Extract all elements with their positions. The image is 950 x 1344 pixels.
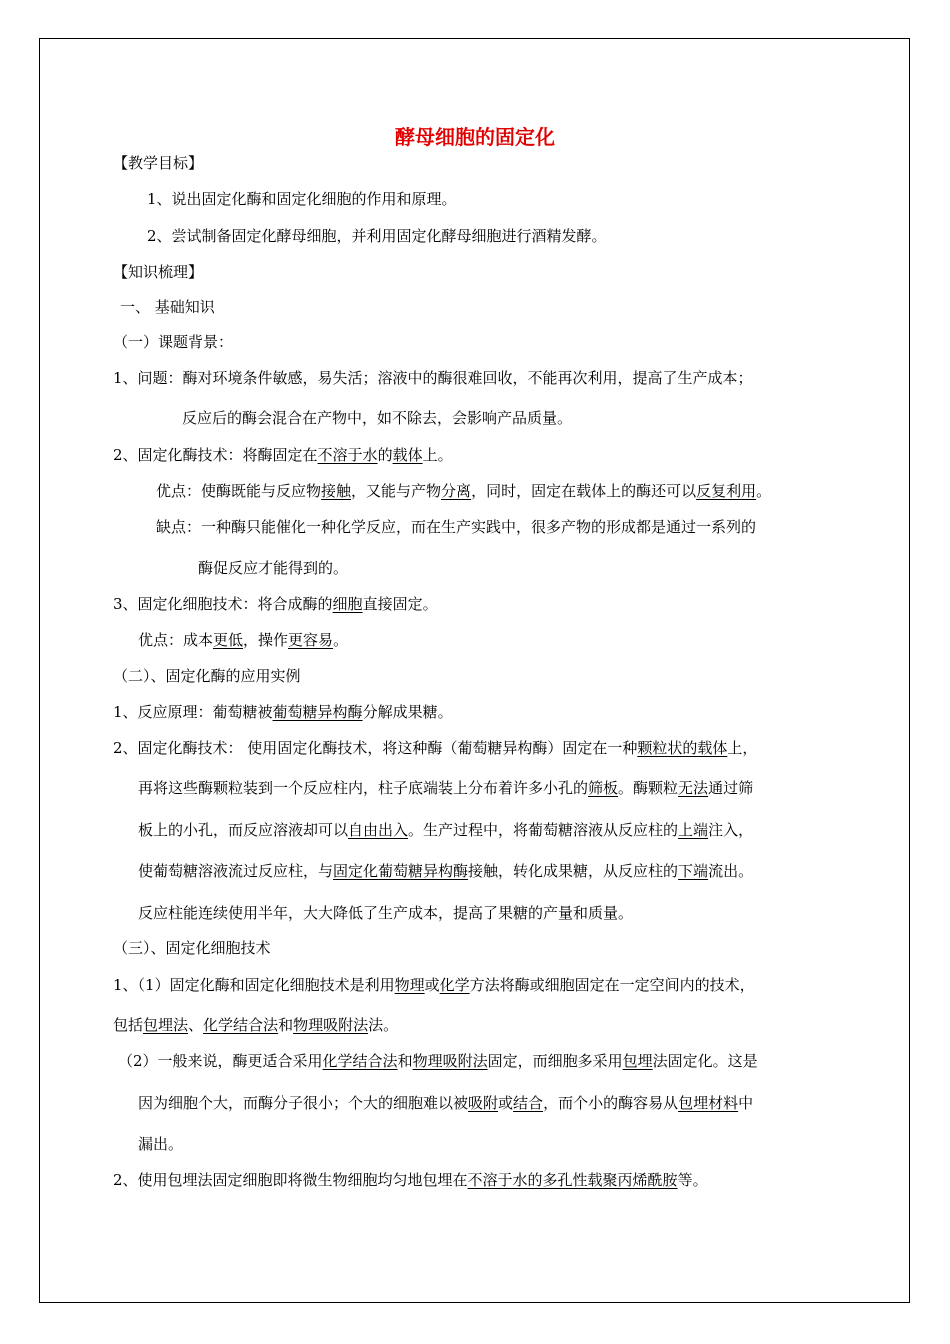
text-span: 板上的小孔，而反应溶液却可以 — [138, 821, 349, 839]
paragraph-line — [118, 1051, 758, 1071]
paragraph-line — [113, 738, 757, 758]
text-span: ，同时，固定在载体上的酶还可以 — [471, 482, 697, 500]
text-span: 2、固定化酶技术： 使用固定化酶技术，将这种酶（葡萄糖异构酶）固定在一种 — [113, 739, 638, 757]
text-span: 的 — [377, 446, 393, 464]
subsection-heading: （二）、固定化酶的应用实例 — [113, 667, 301, 685]
underlined-answer: 无法 — [678, 779, 709, 797]
paragraph-line — [156, 481, 771, 501]
paragraph-line — [113, 1170, 708, 1190]
text-span: 注入， — [708, 821, 754, 839]
objective-item: 1、说出固定化酶和固定化细胞的作用和原理。 — [147, 190, 457, 208]
underlined-answer: 筛板 — [588, 779, 619, 797]
underlined-answer: 包埋 — [622, 1052, 653, 1070]
paragraph-line: 酶促反应才能得到的。 — [198, 559, 349, 577]
underlined-answer: 葡萄糖异构酶 — [272, 703, 363, 721]
underlined-answer: 化学 — [439, 976, 470, 994]
text-span: 法固定化。这是 — [652, 1052, 758, 1070]
text-span: 接触，转化成果糖，从反应柱的 — [468, 862, 679, 880]
text-span: 2、使用包埋法固定细胞即将微生物细胞均匀地包埋在 — [113, 1171, 468, 1189]
text-span: 优点：成本 — [138, 631, 214, 649]
paragraph-line: 漏出。 — [138, 1135, 184, 1153]
text-span: ，又能与产物 — [351, 482, 442, 500]
text-span: 优点：使酶既能与反应物 — [156, 482, 322, 500]
underlined-answer: 细胞 — [332, 595, 363, 613]
underlined-answer: 物理吸附法 — [412, 1052, 488, 1070]
underlined-answer: 载体 — [392, 446, 423, 464]
text-span: 。 — [756, 482, 772, 500]
text-span: 使葡萄糖溶液流过反应柱，与 — [138, 862, 334, 880]
text-span: 包括 — [113, 1016, 144, 1034]
underlined-answer: 下端 — [678, 862, 709, 880]
paragraph-line — [138, 630, 348, 650]
paragraph-line: 缺点：一种酶只能催化一种化学反应，而在生产实践中，很多产物的形成都是通过一系列的 — [156, 518, 757, 536]
text-span: 和 — [278, 1016, 294, 1034]
paragraph-line — [138, 861, 753, 881]
underlined-answer: 包埋材料 — [678, 1094, 739, 1112]
text-span: 1、反应原理：葡萄糖被 — [113, 703, 273, 721]
underlined-answer: 不溶于水的多孔性载聚丙烯酰胺 — [467, 1171, 678, 1189]
paragraph-line: 反应柱能连续使用半年，大大降低了生产成本，提高了果糖的产量和质量。 — [138, 904, 634, 922]
underlined-answer: 反复利用 — [696, 482, 757, 500]
subsection-heading: （一）课题背景： — [113, 333, 234, 351]
text-span: 、 — [188, 1016, 204, 1034]
objective-item: 2、尝试制备固定化酵母细胞，并利用固定化酵母细胞进行酒精发酵。 — [147, 227, 607, 245]
text-span: 分解成果糖。 — [362, 703, 453, 721]
text-span: 法。 — [368, 1016, 399, 1034]
text-span: 和 — [397, 1052, 413, 1070]
text-span: 或 — [424, 976, 440, 994]
text-span: 等。 — [677, 1171, 708, 1189]
text-span: 。生产过程中，将葡萄糖溶液从反应柱的 — [408, 821, 679, 839]
underlined-answer: 包埋法 — [143, 1016, 189, 1034]
paragraph-line — [113, 1015, 398, 1035]
page-title: 酵母细胞的固定化 — [395, 125, 555, 149]
underlined-answer: 分离 — [441, 482, 472, 500]
text-span: 因为细胞个大，而酶分子很小；个大的细胞难以被 — [138, 1094, 469, 1112]
text-span: ，而个小的酶容易从 — [543, 1094, 679, 1112]
paragraph-line — [113, 594, 438, 614]
paragraph-line — [138, 778, 753, 798]
underlined-answer: 固定化葡萄糖异构酶 — [333, 862, 469, 880]
knowledge-heading: 【知识梳理】 — [113, 263, 204, 281]
underlined-answer: 不溶于水 — [317, 446, 378, 464]
section-heading: 一、 基础知识 — [120, 298, 215, 316]
text-span: （2）一般来说，酶更适合采用 — [118, 1052, 323, 1070]
underlined-answer: 接触 — [321, 482, 352, 500]
text-span: 2、固定化酶技术：将酶固定在 — [113, 446, 318, 464]
text-span: 1、（1）固定化酶和固定化细胞技术是利用 — [113, 976, 395, 994]
text-span: 方法将酶或细胞固定在一定空间内的技术， — [469, 976, 755, 994]
underlined-answer: 更低 — [213, 631, 244, 649]
text-span: 通过筛 — [708, 779, 754, 797]
underlined-answer: 物理吸附法 — [293, 1016, 369, 1034]
underlined-answer: 颗粒状的载体 — [637, 739, 728, 757]
underlined-answer: 更容易 — [288, 631, 334, 649]
paragraph-line — [138, 820, 753, 840]
paragraph-line: 1、问题：酶对环境条件敏感，易失活；溶液中的酶很难回收，不能再次利用，提高了生产成本； — [113, 369, 753, 387]
paragraph-line — [113, 445, 453, 465]
subsection-heading: （三）、固定化细胞技术 — [113, 939, 271, 957]
underlined-answer: 化学结合法 — [322, 1052, 398, 1070]
paragraph-line — [138, 1093, 753, 1113]
text-span: 中 — [738, 1094, 754, 1112]
text-span: 3、固定化细胞技术：将合成酶的 — [113, 595, 333, 613]
underlined-answer: 吸附 — [468, 1094, 499, 1112]
text-span: ，操作 — [243, 631, 289, 649]
text-span: 固定，而细胞多采用 — [487, 1052, 623, 1070]
text-span: 直接固定。 — [362, 595, 438, 613]
text-span: 流出。 — [708, 862, 754, 880]
underlined-answer: 上端 — [678, 821, 709, 839]
text-span: 上。 — [422, 446, 453, 464]
text-span: 。 — [333, 631, 349, 649]
paragraph-line — [113, 702, 453, 722]
text-span: 或 — [498, 1094, 514, 1112]
underlined-answer: 自由出入 — [348, 821, 409, 839]
underlined-answer: 结合 — [513, 1094, 544, 1112]
paragraph-line — [113, 975, 755, 995]
objectives-heading: 【教学目标】 — [113, 154, 204, 172]
text-span: 再将这些酶颗粒装到一个反应柱内，柱子底端装上分布着许多小孔的 — [138, 779, 589, 797]
text-span: 上， — [727, 739, 758, 757]
paragraph-line: 反应后的酶会混合在产物中，如不除去，会影响产品质量。 — [182, 409, 573, 427]
underlined-answer: 化学结合法 — [203, 1016, 279, 1034]
text-span: 。酶颗粒 — [618, 779, 679, 797]
underlined-answer: 物理 — [394, 976, 425, 994]
